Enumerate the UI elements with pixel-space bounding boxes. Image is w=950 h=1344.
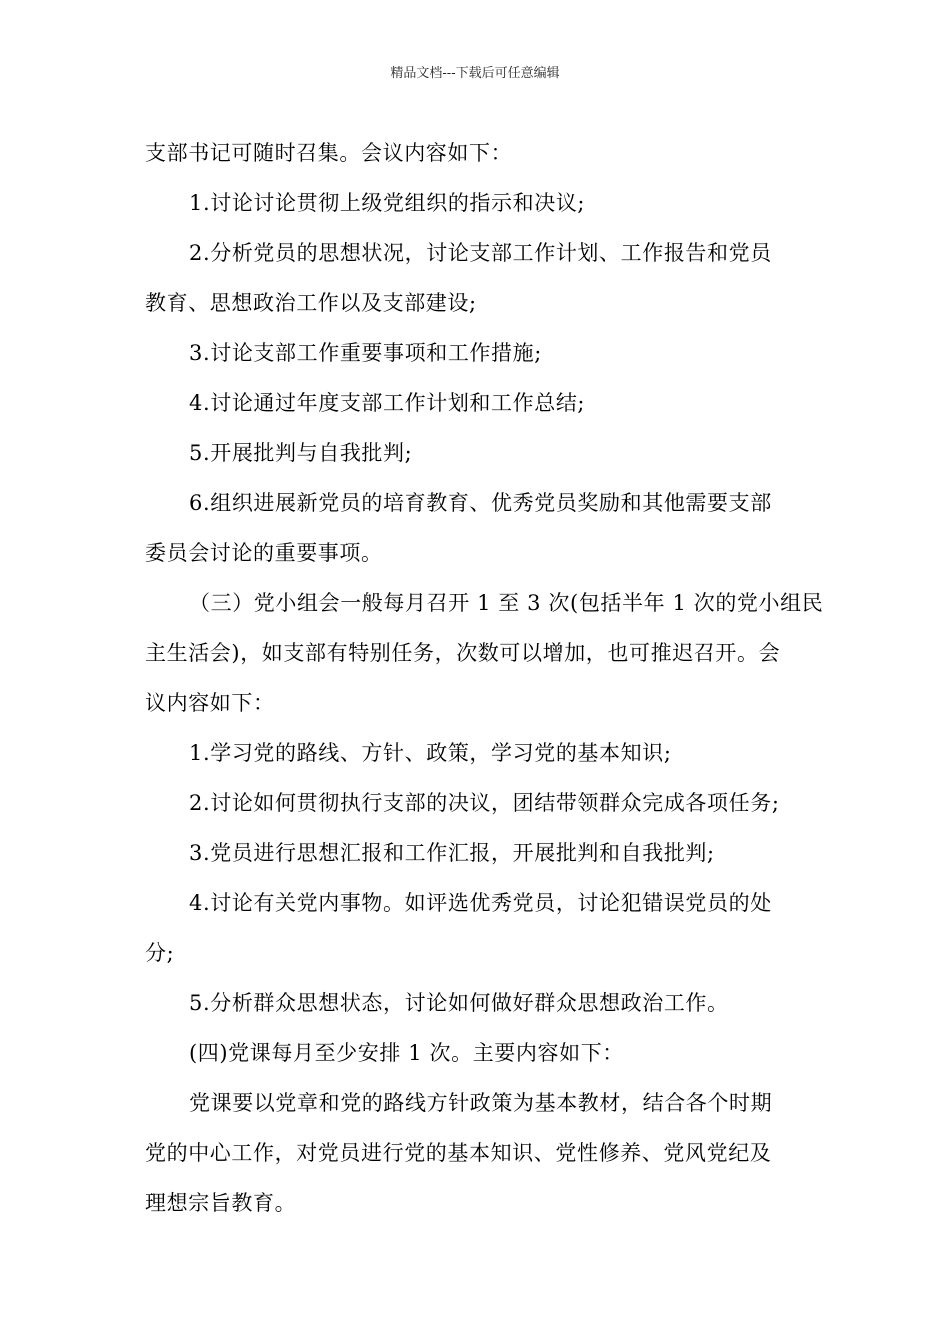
text-line: 分; <box>145 941 175 965</box>
page-header: 精品文档---下载后可任意编辑 <box>390 66 560 81</box>
list-item: 2.分析党员的思想状况，讨论支部工作计划、工作报告和党员 <box>189 241 772 265</box>
list-item: 5.开展批判与自我批判; <box>189 441 413 465</box>
text-line: 支部书记可随时召集。会议内容如下： <box>145 141 513 165</box>
text-line: 教育、思想政治工作以及支部建设; <box>145 291 477 315</box>
document-body <box>145 128 824 1228</box>
text-line: 党的中心工作，对党员进行党的基本知识、党性修养、党风党纪及 <box>145 1141 772 1165</box>
list-item: 5.分析群众思想状态，讨论如何做好群众思想政治工作。 <box>189 991 729 1015</box>
text-line: 主生活会)，如支部有特别任务，次数可以增加，也可推迟召开。会 <box>145 641 781 665</box>
list-item: 4.讨论有关党内事物。如评选优秀党员，讨论犯错误党员的处 <box>189 891 772 915</box>
list-item: 1.学习党的路线、方针、政策，学习党的基本知识; <box>189 741 672 765</box>
section-paragraph: （三）党小组会一般每月召开 1 至 3 次(包括半年 1 次的党小组民 <box>189 591 824 615</box>
list-item: 2.讨论如何贯彻执行支部的决议，团结带领群众完成各项任务; <box>189 791 780 815</box>
text-line: 理想宗旨教育。 <box>145 1191 297 1215</box>
list-item: 3.党员进行思想汇报和工作汇报，开展批判和自我批判; <box>189 841 715 865</box>
list-item: 3.讨论支部工作重要事项和工作措施; <box>189 341 542 365</box>
list-item: 4.讨论通过年度支部工作计划和工作总结; <box>189 391 586 415</box>
body-paragraph: 党课要以党章和党的路线方针政策为基本教材，结合各个时期 <box>189 1091 773 1115</box>
section-paragraph: (四)党课每月至少安排 1 次。主要内容如下： <box>189 1041 624 1065</box>
list-item: 6.组织进展新党员的培育教育、优秀党员奖励和其他需要支部 <box>189 491 772 515</box>
list-item: 1.讨论讨论贯彻上级党组织的指示和决议; <box>189 191 586 215</box>
text-line: 委员会讨论的重要事项。 <box>145 541 383 565</box>
text-line: 议内容如下： <box>145 691 275 715</box>
